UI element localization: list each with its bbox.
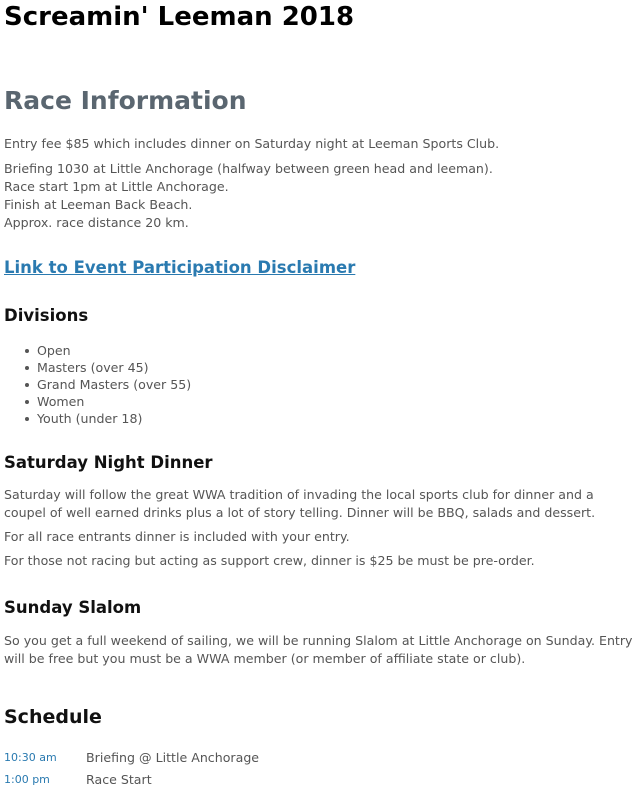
division-label: Youth (under 18) [37,411,143,426]
divisions-list [4,342,636,427]
race-details-paragraph [4,160,636,232]
bullet-icon [25,366,29,370]
dinner-section [4,453,636,472]
event-disclaimer-link[interactable]: Link to Event Participation Disclaimer [4,258,356,277]
bullet-icon [25,349,29,353]
slalom-section [4,598,636,617]
dinner-text: Saturday will follow the great WWA tradition of invading the local sports club for dinner and a coupel of well earned drinks plus a lot of story telling. Dinner will be BBQ, salads and dessert. [4,487,596,520]
schedule-time: 1:00 pm [4,773,50,786]
dinner-text: For those not racing but acting as support crew, dinner is $25 be must be pre-order. [4,553,535,568]
list-item [37,410,636,427]
entry-fee-paragraph [4,135,636,153]
bullet-icon [25,400,29,404]
slalom-text: So you get a full weekend of sailing, we will be running Slalom at Little Anchorage on Sunday. Entry will be free but you must be a WWA member (or member of affiliate state or club). [4,633,633,666]
slalom-heading: Sunday Slalom [4,598,142,617]
dinner-paragraph-1 [4,486,636,522]
divisions-heading: Divisions [4,306,89,325]
dinner-paragraph-3 [4,552,636,570]
division-label: Grand Masters (over 55) [37,377,192,392]
list-item [37,376,636,393]
bullet-icon [25,417,29,421]
list-item [37,359,636,376]
dinner-paragraph-2 [4,528,636,546]
race-detail-line: Race start 1pm at Little Anchorage. [4,179,229,194]
division-label: Open [37,343,71,358]
schedule-event: Briefing @ Little Anchorage [86,750,260,765]
slalom-paragraph [4,632,636,668]
page-title: Screamin' Leeman 2018 [4,2,355,32]
race-detail-line: Approx. race distance 20 km. [4,215,189,230]
race-information-heading: Race Information [4,86,247,115]
list-item [37,393,636,410]
schedule-event: Race Start [86,772,152,787]
divisions-list-container [4,342,636,427]
list-item [37,342,636,359]
divisions-section [4,306,636,325]
disclaimer-link-container [4,258,636,277]
race-detail-line: Briefing 1030 at Little Anchorage (halfway between green head and leeman). [4,161,493,176]
schedule-heading: Schedule [4,706,102,728]
schedule-time: 10:30 am [4,751,57,764]
race-detail-line: Finish at Leeman Back Beach. [4,197,193,212]
bullet-icon [25,383,29,387]
schedule-section [4,706,636,728]
division-label: Women [37,394,85,409]
dinner-text: For all race entrants dinner is included with your entry. [4,529,350,544]
division-label: Masters (over 45) [37,360,149,375]
dinner-heading: Saturday Night Dinner [4,453,213,472]
entry-fee-text: Entry fee $85 which includes dinner on Saturday night at Leeman Sports Club. [4,136,500,151]
